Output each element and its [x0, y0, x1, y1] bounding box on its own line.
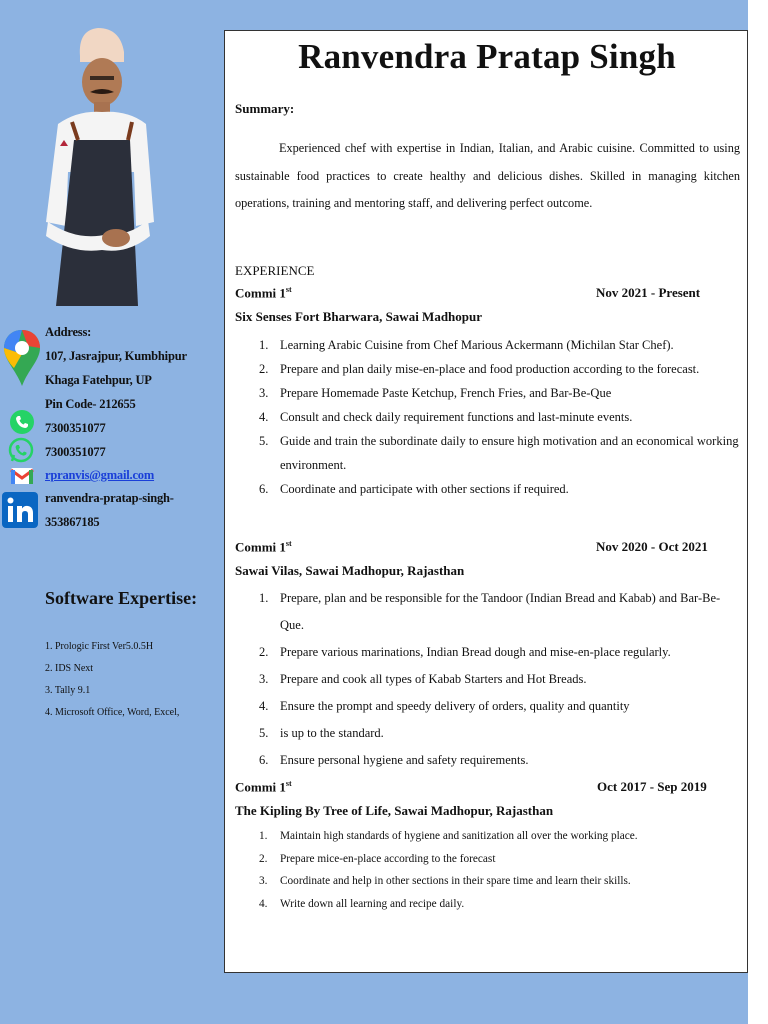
list-item: 4. Consult and check daily requirement functions and last-minute events.: [259, 410, 633, 424]
list-item: 2. Prepare mice-en-place according to the forecast: [259, 852, 496, 865]
list-item: 2. Prepare and plan daily mise-en-place and food production according to the forecast.: [259, 362, 700, 376]
map-pin-icon: [2, 328, 42, 388]
job-place: Six Senses Fort Bharwara, Sawai Madhopur: [235, 309, 483, 324]
job-place: Sawai Vilas, Sawai Madhopur, Rajasthan: [235, 563, 465, 578]
address-line-1: 107, Jasrajpur, Kumbhipur: [45, 349, 187, 363]
list-item: 1. Prepare, plan and be responsible for the Tandoor (Indian Bread and Kabab) and Bar-Be-Que.: [259, 591, 721, 632]
duty-list: [259, 825, 739, 915]
list-item: 2. Prepare various marinations, Indian Bread dough and mise-en-place regularly.: [259, 645, 671, 659]
whatsapp-icon: [8, 437, 34, 463]
linkedin-line-2[interactable]: 353867185: [45, 515, 100, 529]
phone-number: 7300351077: [45, 421, 106, 435]
page-edge: [748, 0, 768, 1024]
software-heading: Software Expertise:: [45, 588, 198, 608]
duty-list: [259, 333, 739, 501]
job-date: Nov 2021 - Present: [596, 285, 701, 300]
job-title: Commi 1st: [235, 539, 292, 555]
list-item: 6. Ensure personal hygiene and safety requirements.: [259, 753, 529, 767]
job-title: Commi 1st: [235, 779, 292, 795]
email-link[interactable]: rpranvis@gmail.com: [45, 468, 155, 482]
list-item: 6. Coordinate and participate with other sections if required.: [259, 482, 569, 496]
software-list: [45, 636, 179, 724]
list-item: 4. Write down all learning and recipe daily.: [259, 897, 465, 910]
list-item: 1. Prologic First Ver5.0.5H: [45, 641, 154, 652]
job-date: Nov 2020 - Oct 2021: [596, 539, 708, 554]
list-item: 5. Guide and train the subordinate daily to ensure high motivation and an economical working environment.: [259, 434, 739, 472]
job-date: Oct 2017 - Sep 2019: [597, 779, 707, 794]
list-item: 1. Maintain high standards of hygiene and sanitization all over the working place.: [259, 830, 638, 842]
list-item: 3. Coordinate and help in other sections in their spare time and learn their skills.: [259, 875, 631, 887]
phone-icon: [10, 410, 34, 434]
list-item: 1. Learning Arabic Cuisine from Chef Marious Ackermann (Michilan Star Chef).: [259, 338, 674, 352]
linkedin-icon: [2, 492, 38, 528]
summary-text: Experienced chef with expertise in Indian, Italian, and Arabic cuisine. Committed to using sustainable food practices to create healthy and delicious dishes. Skilled in managing kitchen operations, training and mentoring staff, and delivering perfect outcome.: [235, 141, 740, 210]
job-place: The Kipling By Tree of Life, Sawai Madhopur, Rajasthan: [235, 803, 554, 818]
resume-panel: [224, 30, 748, 973]
page-title: Ranvendra Pratap Singh: [298, 37, 676, 76]
address-label: Address:: [45, 325, 92, 339]
profile-photo: [38, 22, 158, 306]
experience-heading: EXPERIENCE: [235, 263, 315, 278]
list-item: 4. Ensure the prompt and speedy delivery of orders, quality and quantity: [259, 699, 630, 713]
list-item: 3. Prepare and cook all types of Kabab Starters and Hot Breads.: [259, 672, 587, 686]
address-line-2: Khaga Fatehpur, UP: [45, 373, 152, 387]
list-item: 3. Tally 9.1: [45, 685, 91, 696]
duty-list: [259, 585, 739, 774]
gmail-icon: [10, 466, 34, 486]
list-item: 4. Microsoft Office, Word, Excel,: [45, 707, 180, 718]
job-title: Commi 1st: [235, 285, 292, 301]
linkedin-line-1[interactable]: ranvendra-pratap-singh-: [45, 491, 174, 505]
summary-heading: Summary:: [235, 101, 295, 116]
pin-code: Pin Code- 212655: [45, 397, 136, 411]
list-item: 2. IDS Next: [45, 663, 94, 674]
whatsapp-number: 7300351077: [45, 445, 106, 459]
list-item: 5. is up to the standard.: [259, 726, 384, 740]
list-item: 3. Prepare Homemade Paste Ketchup, French Fries, and Bar-Be-Que: [259, 386, 612, 400]
